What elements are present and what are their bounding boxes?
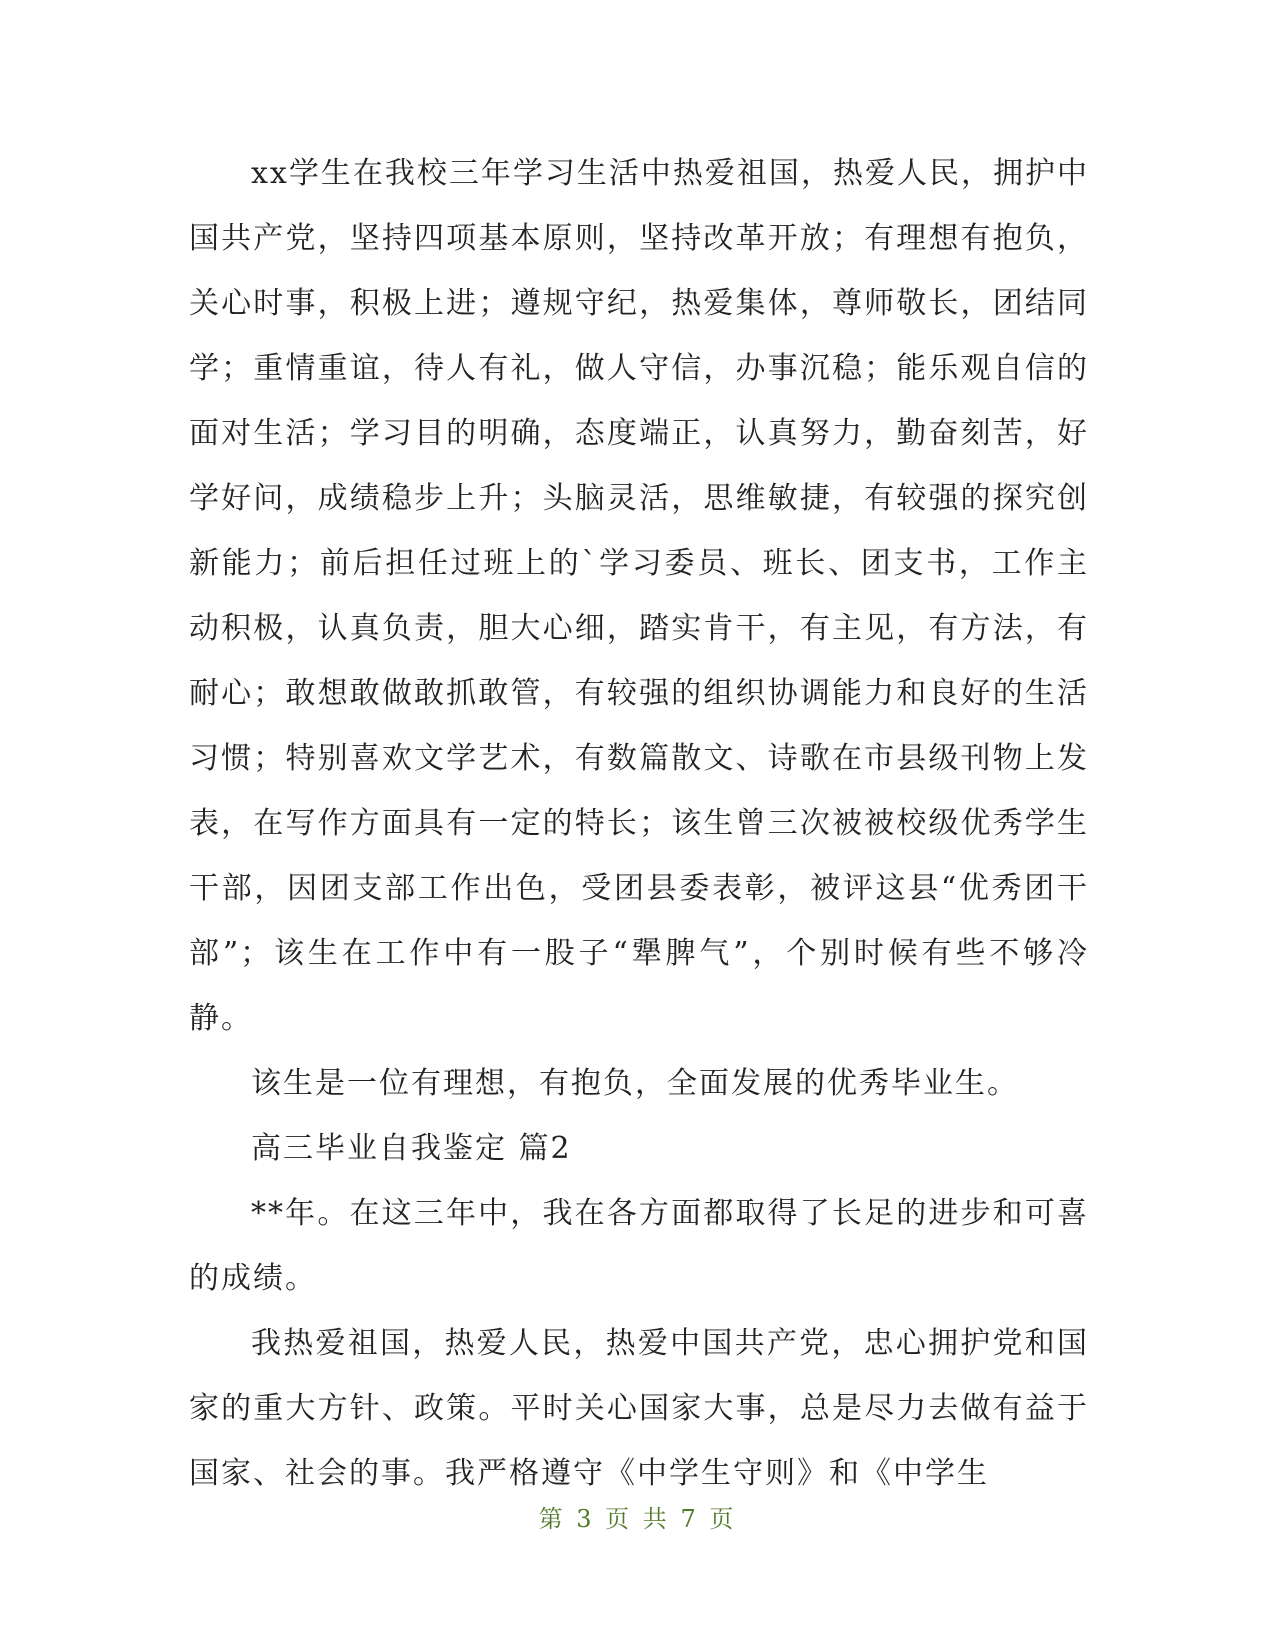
paragraph-summary: 该生是一位有理想，有抱负，全面发展的优秀毕业生。 [251,1066,1019,1101]
paragraph-intro: **年。在这三年中，我在各方面都取得了长足的进步和可喜的成绩。 [189,1196,1089,1296]
document-body [189,141,1089,1506]
section-heading: 高三毕业自我鉴定 篇2 [251,1131,572,1166]
page-number-footer: 第 3 页 共 7 页 [538,1505,737,1533]
paragraph-student-evaluation: xx学生在我校三年学习生活中热爱祖国，热爱人民，拥护中国共产党，坚持四项基本原则，坚持改革开放；有理想有抱负，关心时事，积极上进；遵规守纪，热爱集体，尊师敬长，团结同学；重情重谊，待人有礼，做人守信，办事沉稳；能乐观自信的面对生活；学习目的明确，态度端正，认真努力，勤奋刻苦，好学好问，成绩稳步上升；头脑灵活，思维敏捷，有较强的探究创新能力；前后担任过班上的`学习委员、班长、团支书，工作主动积极，认真负责，胆大心细，踏实肯干，有主见，有方法，有耐心；敢想敢做敢抓敢管，有较强的组织协调能力和良好的生活习惯；特别喜欢文学艺术，有数篇散文、诗歌在市县级刊物上发表，在写作方面具有一定的特长；该生曾三次被被校级优秀学生干部，因团支部工作出色，受团县委表彰，被评这县“优秀团干部”；该生在工作中有一股子“犟脾气”，个别时候有些不够冷静。 [189,156,1089,1036]
paragraph-patriotism: 我热爱祖国，热爱人民，热爱中国共产党，忠心拥护党和国家的重大方针、政策。平时关心国家大事，总是尽力去做有益于国家、社会的事。我严格遵守《中学生守则》和《中学生 [189,1326,1089,1491]
